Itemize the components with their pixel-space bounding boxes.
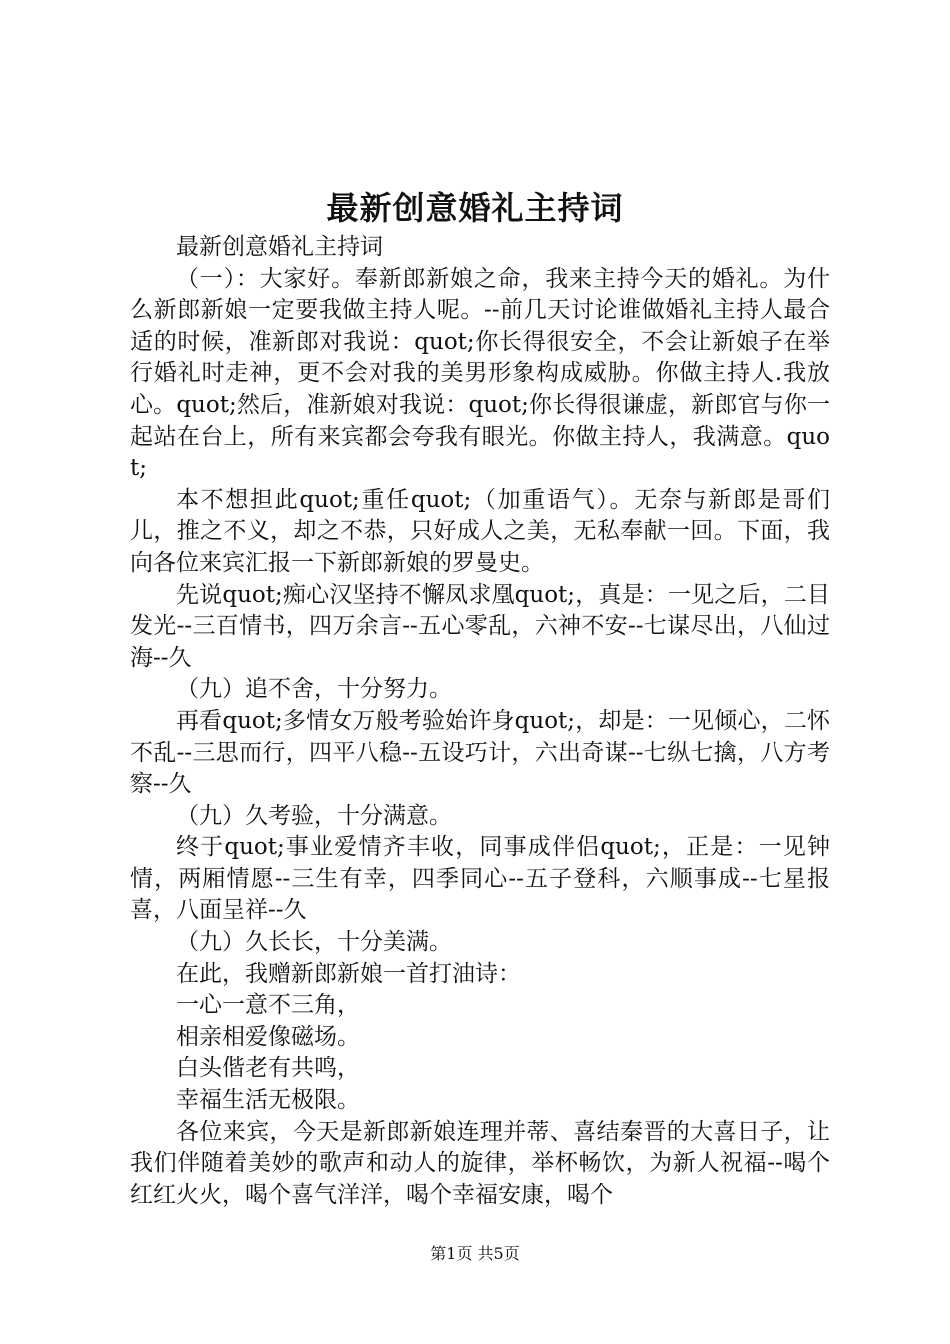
document-body	[130, 232, 830, 1211]
poem-line: 白头偕老有共鸣，	[176, 1055, 360, 1082]
paragraph: 在此，我赠新郎新娘一首打油诗：	[176, 960, 521, 987]
paragraph: 本不想担此quot;重任quot;（加重语气）。无奈与新郎是哥们儿，推之不义，却之不恭，只好成人之美，无私奉献一回。下面，我向各位来宾汇报一下新郎新娘的罗曼史。	[130, 486, 830, 576]
page-number-footer: 第1页 共5页	[430, 1244, 520, 1263]
paragraph: 最新创意婚礼主持词	[176, 234, 383, 260]
paragraph: 再看quot;多情女万般考验始许身quot;，却是：一见倾心，二怀不乱--三思而行，四平八稳--五设巧计，六出奇谋--七纵七擒，八方考察--久	[130, 707, 830, 798]
document-title: 最新创意婚礼主持词	[326, 189, 624, 227]
poem-line: 一心一意不三角，	[176, 992, 360, 1019]
paragraph: 各位来宾，今天是新郎新娘连理并蒂、喜结秦晋的大喜日子，让我们伴随着美妙的歌声和动人的旋律，举杯畅饮，为新人祝福--喝个红红火火，喝个喜气洋洋，喝个幸福安康，喝个	[130, 1118, 830, 1208]
paragraph: （九）久长长，十分美满。	[176, 929, 452, 956]
paragraph: 终于quot;事业爱情齐丰收，同事成伴侣quot;，正是：一见钟情，两厢情愿--三生有幸，四季同心--五子登科，六顺事成--七星报喜，八面呈祥--久	[130, 834, 830, 924]
paragraph: （九）久考验，十分满意。	[176, 802, 452, 829]
poem-line: 幸福生活无极限。	[176, 1087, 360, 1114]
paragraph: （一）：大家好。奉新郎新娘之命，我来主持今天的婚礼。为什么新郎新娘一定要我做主持人呢。--前几天讨论谁做婚礼主持人最合适的时候，准新郎对我说：quot;你长得很安全，不会让新娘子在举行婚礼时走神，更不会对我的美男形象构成威胁。你做主持人.我放心。quot;然后，准新娘对我说：quot;你长得很谦虚，新郎官与你一起站在台上，所有来宾都会夸我有眼光。你做主持人，我满意。quot;	[130, 265, 830, 482]
paragraph: 先说quot;痴心汉坚持不懈凤求凰quot;，真是：一见之后，二目发光--三百情书，四万余言--五心零乱，六神不安--七谋尽出，八仙过海--久	[130, 581, 830, 671]
paragraph: （九）追不舍，十分努力。	[176, 676, 452, 703]
poem-line: 相亲相爱像磁场。	[176, 1023, 360, 1050]
